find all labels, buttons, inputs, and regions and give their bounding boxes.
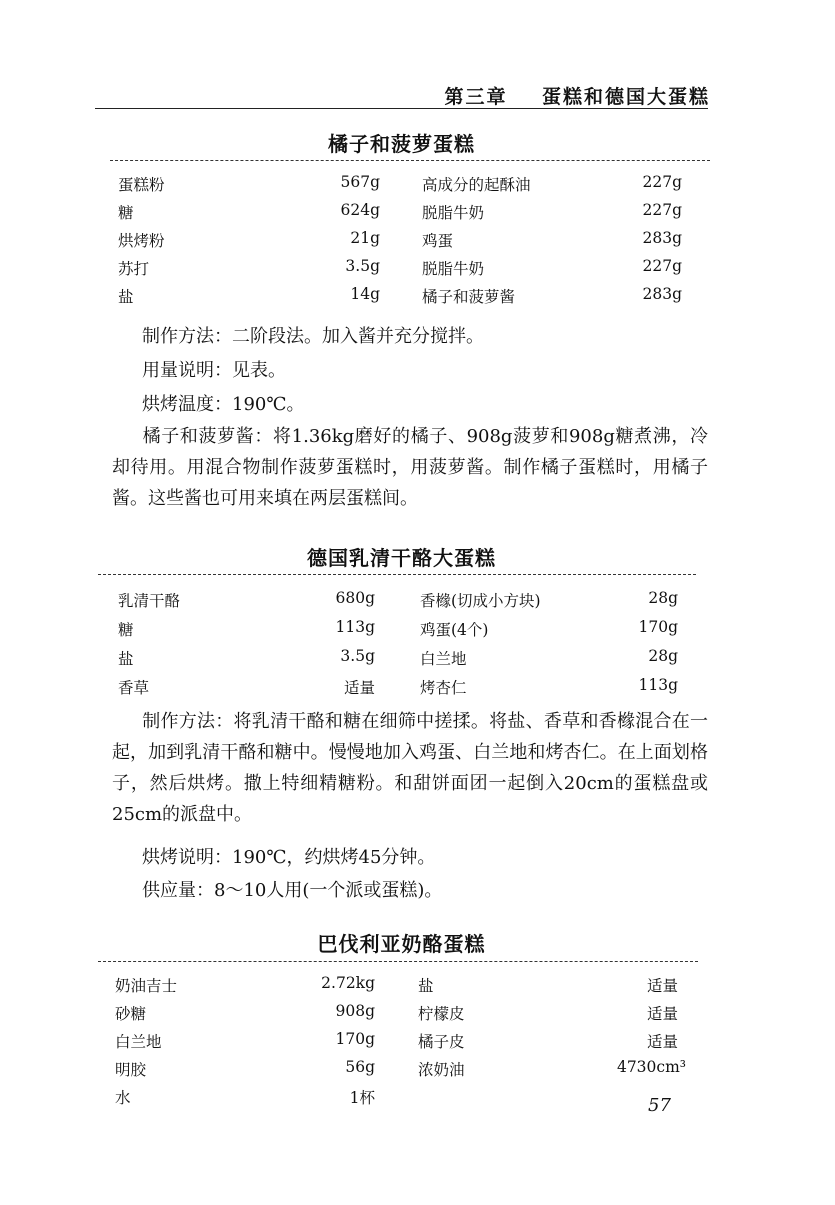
ingredient-name: 高成分的起酥油 (422, 176, 531, 194)
ingredient-name: 明胶 (115, 1061, 147, 1079)
ingredient-amount: 624g (340, 201, 380, 219)
ingredient-amount: 567g (340, 173, 380, 191)
recipe2-method-text: 制作方法：将乳清干酪和糖在细筛中搓揉。将盐、香草和香橼混合在一起，加到乳清干酪和糖中。慢慢地加入鸡蛋、白兰地和烤杏仁。在上面划格子，然后烘烤。撒上特细精糖粉。和甜饼面团一起倒入20cm的蛋糕盘或25cm的派盘中。 (112, 711, 708, 825)
recipe2-rule (98, 574, 696, 575)
recipe2-bake: 烘烤说明：190℃，约烘烤45分钟。 (142, 847, 436, 868)
ingredient-name: 糖 (118, 621, 134, 639)
recipe2-ingredients (0, 589, 835, 704)
ingredient-amount: 227g (642, 173, 682, 191)
ingredient-amount: 283g (642, 229, 682, 247)
ingredient-amount: 2.72kg (321, 974, 375, 992)
ingredient-name: 苏打 (118, 260, 150, 278)
ingredient-name: 鸡蛋(4个) (420, 621, 489, 639)
ingredient-amount: 283g (642, 285, 682, 303)
header-rule (95, 108, 708, 109)
recipe3-rule (98, 961, 698, 962)
recipe1-note-text: 橘子和菠萝酱：将1.36kg磨好的橘子、908g菠萝和908g糖煮沸，冷却待用。用混合物制作菠萝蛋糕时，用菠萝酱。制作橘子蛋糕时，用橘子酱。这些酱也可用来填在两层蛋糕间。 (112, 426, 708, 509)
ingredient-amount: 113g (335, 618, 375, 636)
ingredient-name: 蛋糕粉 (118, 176, 165, 194)
ingredient-name: 柠檬皮 (418, 1005, 465, 1023)
ingredient-name: 橘子和菠萝酱 (422, 288, 516, 306)
ingredient-name: 砂糖 (115, 1005, 147, 1023)
ingredient-name: 烘烤粉 (118, 232, 165, 250)
ingredient-name: 盐 (118, 650, 134, 668)
ingredient-name: 水 (115, 1089, 131, 1107)
ingredient-name: 白兰地 (420, 650, 467, 668)
page-number: 57 (648, 1095, 671, 1116)
ingredient-name: 香草 (118, 679, 150, 697)
ingredient-amount: 908g (335, 1002, 375, 1020)
ingredient-amount: 适量 (646, 1033, 678, 1051)
recipe1-note (112, 421, 708, 514)
recipe3-ingredients (0, 974, 835, 1119)
recipe2-title: 德国乳清干酪大蛋糕 (307, 546, 496, 570)
recipe2-serve: 供应量：8～10人用(一个派或蛋糕)。 (142, 880, 443, 901)
recipe1-usage: 用量说明：见表。 (142, 360, 286, 381)
ingredient-amount: 227g (642, 201, 682, 219)
ingredient-amount: 3.5g (345, 257, 380, 275)
ingredient-amount: 227g (642, 257, 682, 275)
ingredient-amount: 适量 (646, 977, 678, 995)
ingredient-name: 奶油吉士 (115, 977, 178, 995)
ingredient-amount: 14g (350, 285, 380, 303)
ingredient-name: 浓奶油 (418, 1061, 465, 1079)
ingredient-amount: 4730cm³ (616, 1058, 686, 1076)
ingredient-amount: 113g (638, 676, 678, 694)
ingredient-name: 盐 (118, 288, 134, 306)
running-header (360, 82, 710, 109)
ingredient-amount: 1杯 (349, 1089, 375, 1107)
ingredient-amount: 21g (350, 229, 380, 247)
ingredient-name: 橘子皮 (418, 1033, 465, 1051)
ingredient-name: 糖 (118, 204, 134, 222)
ingredient-amount: 680g (335, 589, 375, 607)
recipe1-ingredients (0, 173, 835, 313)
chapter-label: 第三章 (444, 86, 508, 108)
recipe1-method: 制作方法：二阶段法。加入酱并充分搅拌。 (142, 326, 484, 347)
ingredient-name: 盐 (418, 977, 434, 995)
ingredient-amount: 56g (345, 1058, 375, 1076)
ingredient-name: 脱脂牛奶 (422, 260, 485, 278)
ingredient-amount: 适量 (646, 1005, 678, 1023)
ingredient-amount: 适量 (343, 679, 375, 697)
recipe2-method (112, 706, 708, 830)
ingredient-name: 香橼(切成小方块) (420, 592, 541, 610)
recipe1-rule (110, 160, 710, 161)
ingredient-amount: 170g (335, 1030, 375, 1048)
recipe3-title: 巴伐利亚奶酪蛋糕 (317, 932, 486, 956)
recipe1-temp: 烘烤温度：190℃。 (142, 394, 305, 415)
recipe1-title: 橘子和菠萝蛋糕 (328, 132, 475, 156)
ingredient-name: 脱脂牛奶 (422, 204, 485, 222)
ingredient-name: 鸡蛋 (422, 232, 454, 250)
ingredient-amount: 28g (648, 589, 678, 607)
section-label: 蛋糕和德国大蛋糕 (541, 86, 710, 108)
ingredient-amount: 28g (648, 647, 678, 665)
ingredient-amount: 3.5g (340, 647, 375, 665)
ingredient-name: 烤杏仁 (420, 679, 467, 697)
ingredient-name: 乳清干酪 (118, 592, 181, 610)
ingredient-amount: 170g (638, 618, 678, 636)
ingredient-name: 白兰地 (115, 1033, 162, 1051)
